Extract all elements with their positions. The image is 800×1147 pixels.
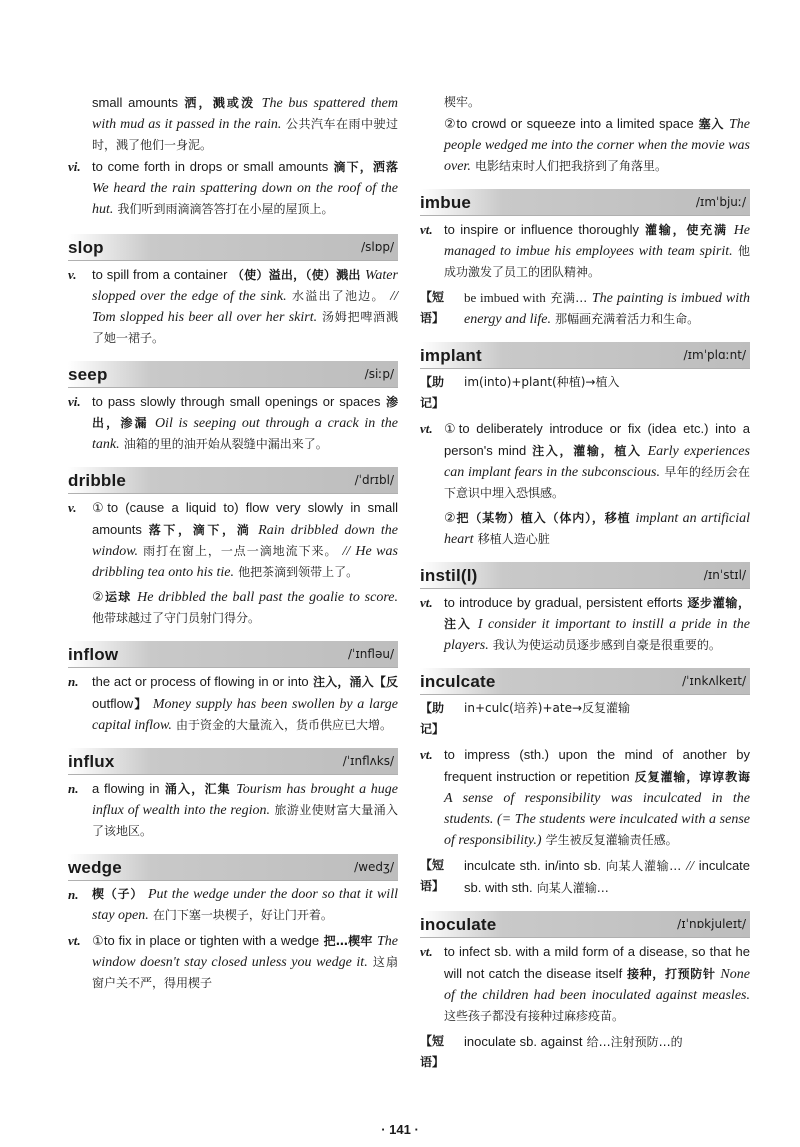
- left-column: [68, 0, 398, 998]
- sense: vt. to impress (sth.) upon the mind of another by frequent instruction or repetition 反复灌输，谆谆教诲 A sense of responsibility was inculcated in the students. (= The students were inculcated with a sense of responsibility.) 学生被反复灌输责任感。: [420, 747, 751, 848]
- sub-sense: ②运球 He dribbled the ball past the goalie to score. 他带球越过了守门员射门得分。: [92, 590, 398, 625]
- sense-verb: vt. ①to fix in place or tighten with a wedge 把…楔牢 The window doesn't stay closed unless you wedge it. 这扇窗户关不严，得用楔子: [68, 933, 398, 990]
- mnemonic-note: 【助记】 im(into)+plant(种植)→植入: [420, 375, 620, 410]
- headword: inoculate: [420, 914, 497, 934]
- headword: slop: [68, 237, 104, 257]
- pronunciation: /ˈɪnfləu/: [348, 646, 394, 661]
- sense: n. a flowing in 涌入，汇集 Tourism has brought a huge influx of wealth into the region. 旅游业使财富大量涌入了该地区。: [68, 781, 398, 838]
- headword-bar: [68, 467, 398, 494]
- headword: wedge: [68, 857, 122, 877]
- sense: vi. to pass slowly through small openings or spaces 渗出，渗漏 Oil is seeping out through a crack in the tank. 油箱的里的油开始从裂缝中漏出来了。: [68, 394, 398, 452]
- headword-bar: [68, 234, 398, 261]
- pronunciation: /ɪˈnɒkjuleɪt/: [677, 916, 746, 931]
- headword: implant: [420, 345, 482, 365]
- headword-bar: [420, 668, 750, 695]
- headword-bar: [420, 189, 750, 216]
- entry-instil: [420, 562, 750, 656]
- headword-bar: [420, 562, 750, 589]
- entry-dribble: [68, 467, 398, 629]
- entry-implant: [420, 342, 750, 550]
- sense-vi: vi. to come forth in drops or small amounts 滴下，洒落 We heard the rain spattering down on the roof of the hut. 我们听到雨滴滴答答打在小屋的屋顶上。: [68, 159, 398, 217]
- page-number: · 141 ·: [381, 1122, 419, 1137]
- sense: vt. to inspire or influence thoroughly 灌输，使充满 He managed to imbue his employees with team spirit. 他成功激发了员工的团队精神。: [420, 222, 751, 279]
- headword-bar: [68, 641, 398, 668]
- headword: influx: [68, 751, 115, 771]
- pronunciation: /wedʒ/: [354, 859, 394, 874]
- headword: inculcate: [420, 671, 496, 691]
- continued-sense: 楔牢。: [444, 95, 481, 109]
- headword-bar: [420, 911, 750, 938]
- continued-sub-sense: ②to crowd or squeeze into a limited space 塞入 The people wedged me into the corner when the movie was over. 电影结束时人们把我挤到了角落里。: [444, 116, 750, 174]
- right-column: [420, 0, 750, 1077]
- entry-inculcate: [420, 668, 750, 899]
- phrase-note: 【短语】 inculcate sth. in/into sb. 向某人灌输… // inculcate sb. with sth. 向某人灌输…: [420, 858, 751, 895]
- sense: n. the act or process of flowing in or into 注入，涌入【反 outflow】 Money supply has been swollen by a large capital inflow. 由于资金的大量流入，货币供应已大增。: [68, 674, 398, 733]
- mnemonic-note: 【助记】 in+culc(培养)+ate→反复灌输: [420, 701, 631, 736]
- sense-noun: n. 楔（子） Put the wedge under the door so that it will stay open. 在门下塞一块楔子，好让门开着。: [68, 887, 398, 923]
- pronunciation: /ɪmˈplɑːnt/: [683, 347, 746, 362]
- headword: dribble: [68, 470, 127, 490]
- entry-slop: [68, 234, 398, 349]
- phrase-note: 【短语】 be imbued with 充满… The painting is imbued with energy and life. 那幅画充满着活力和生命。: [420, 290, 751, 327]
- sense: v. ①to (cause a liquid to) flow very slowly in small amounts 落下，滴下，淌 Rain dribbled down the window. 雨打在窗上，一点一滴地流下来。 // He was dribbling tea onto his tie. 他把茶滴到领带上了。: [68, 500, 399, 580]
- pronunciation: /ɪnˈstɪl/: [703, 567, 746, 582]
- pronunciation: /ˈɪnkʌlkeɪt/: [682, 673, 746, 688]
- headword-bar: [68, 361, 398, 388]
- headword: imbue: [420, 192, 472, 212]
- headword-bar: [420, 342, 750, 369]
- entry-wedge: [68, 854, 398, 994]
- continued-sense: small amounts 洒，溅或泼 The bus spattered them with mud as it passed in the rain. 公共汽车在雨中驶过时，溅了他们一身泥。: [92, 95, 398, 152]
- sense: vt. to introduce by gradual, persistent efforts 逐步灌输，注入 I consider it important to instill a pride in the players. 我认为使运动员逐步感到自豪是很重要的。: [420, 595, 750, 653]
- entry-imbue: [420, 189, 750, 330]
- headword: seep: [68, 364, 108, 384]
- pronunciation: /siːp/: [364, 366, 394, 381]
- headword-bar: [68, 854, 398, 881]
- headword: instil(l): [420, 565, 478, 585]
- phrase-note: 【短语】 inoculate sb. against 给…注射预防…的: [420, 1034, 683, 1069]
- sense: vt. to infect sb. with a mild form of a disease, so that he will not catch the disease itself 接种，打预防针 None of the children had been inoculated against measles. 这些孩子都没有接种过麻疹疫苗。: [420, 944, 750, 1023]
- entry-inoculate: [420, 911, 750, 1073]
- pronunciation: /ˈdrɪbl/: [354, 472, 394, 487]
- entry-inflow: [68, 641, 398, 736]
- entry-influx: [68, 748, 398, 842]
- headword-bar: [68, 748, 398, 775]
- headword: inflow: [68, 644, 119, 664]
- pronunciation: /slɒp/: [361, 239, 394, 254]
- pronunciation: /ɪmˈbjuː/: [695, 194, 746, 209]
- sense: v. to spill from a container （使）溢出，（使）溅出 Water slopped over the edge of the sink. 水溢出了池边。 // Tom slopped his beer all over her skirt. 汤姆把啤酒溅了她一裙子。: [68, 267, 398, 345]
- sub-sense: ②把（某物）植入（体内），移植 implant an artificial heart 移植人造心脏: [444, 511, 750, 547]
- entry-seep: [68, 361, 398, 455]
- pronunciation: /ˈɪnflʌks/: [342, 753, 394, 768]
- sense: vt. ①to deliberately introduce or fix (idea etc.) into a person's mind 注入，灌输，植入 Early experiences can implant fears in the subconscious. 早年的经历会在下意识中埋入恐惧感。: [420, 421, 750, 500]
